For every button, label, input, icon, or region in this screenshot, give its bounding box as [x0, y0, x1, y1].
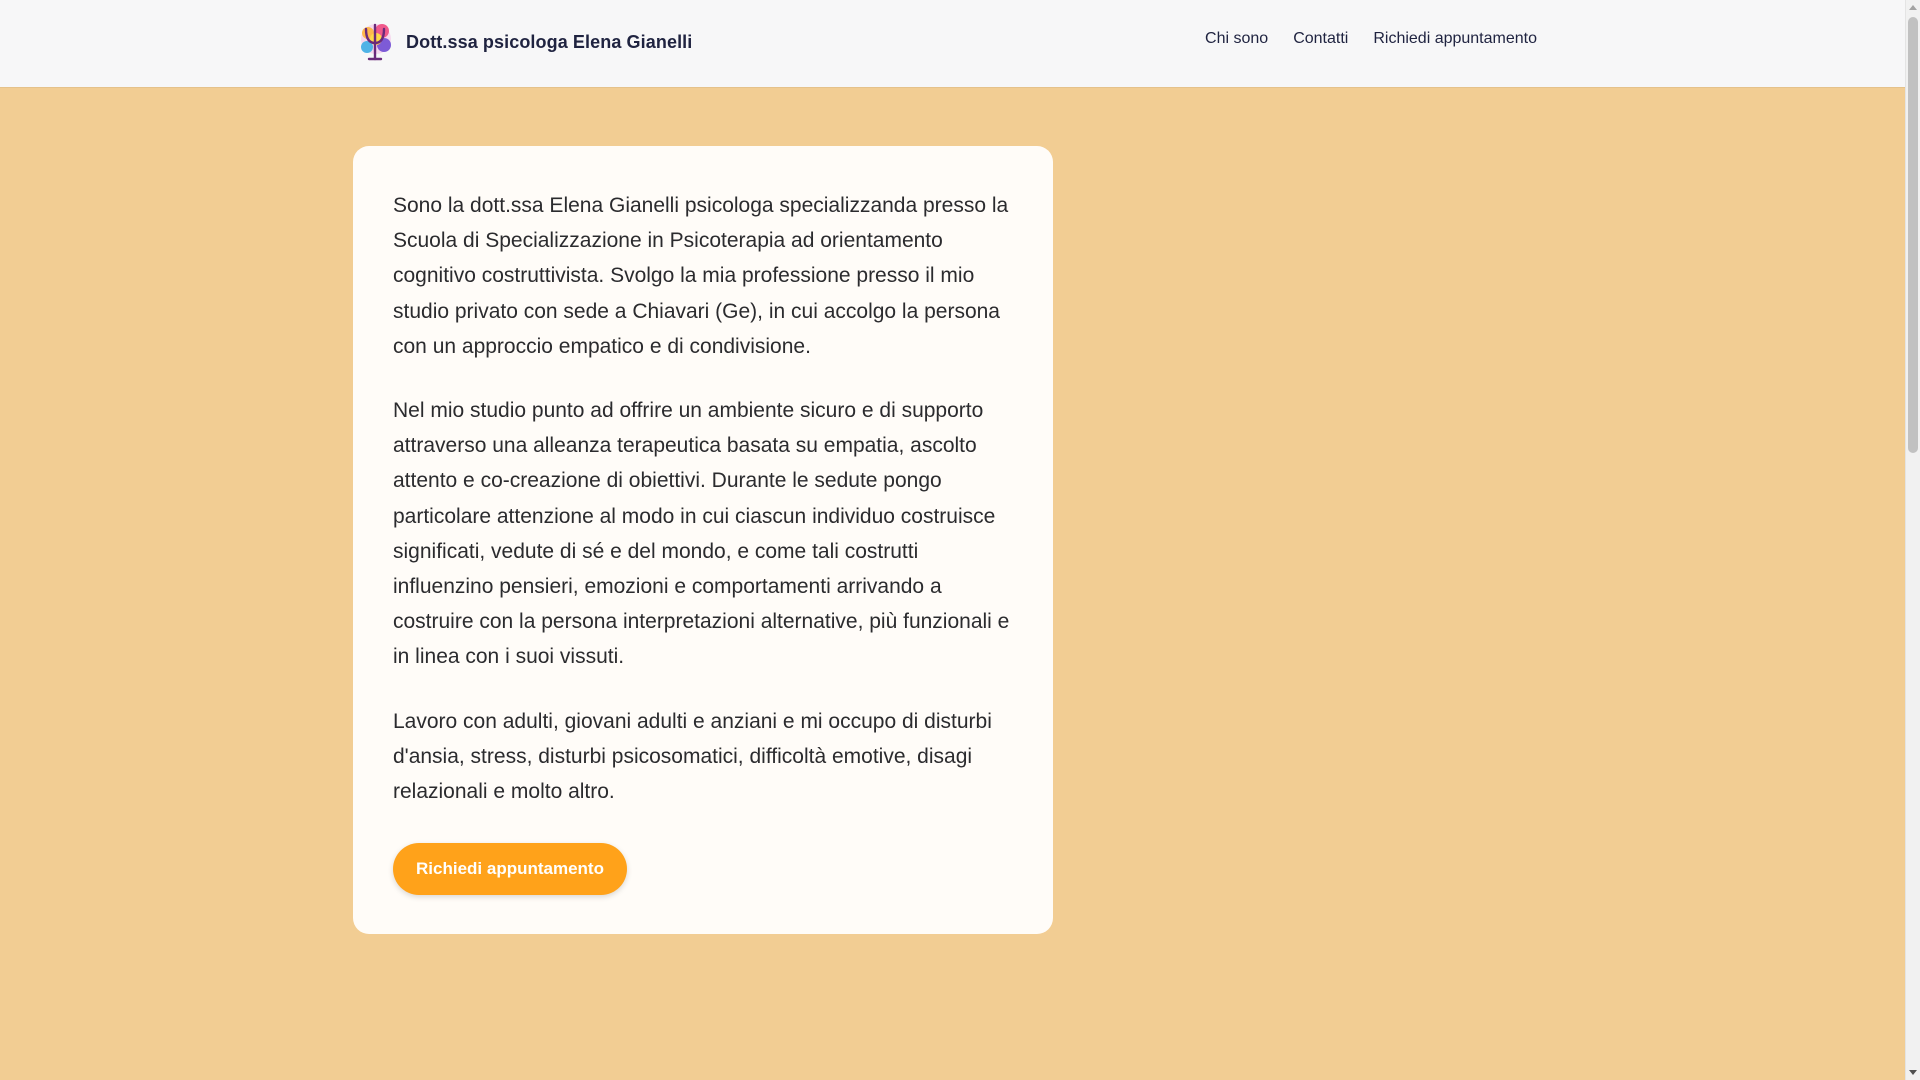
site-header [0, 0, 1905, 87]
request-appointment-button[interactable]: Richiedi appuntamento [393, 843, 627, 895]
intro-card [353, 146, 1053, 934]
intro-paragraph-1: Sono la dott.ssa Elena Gianelli psicologa specializzanda presso la Scuola di Specializzazione in Psicoterapia ad orientamento cognitivo costruttivista. Svolgo la mia professione presso il mio studio privato con sede a Chiavari (Ge), in cui accolgo la persona con un approccio empatico e di condivisione. [393, 194, 1009, 358]
psi-logo-icon [354, 19, 396, 65]
site-title: Dott.ssa psicologa Elena Gianelli [406, 31, 693, 52]
scroll-down-icon[interactable] [1909, 1070, 1917, 1075]
intro-paragraph-2: Nel mio studio punto ad offrire un ambiente sicuro e di supporto attraverso una alleanza terapeutica basata su empatia, ascolto attento e co-creazione di obiettivi. Durante le sedute pongo particolare attenzione al modo in cui ciascun individuo costruisce significati, vedute di sé e del mondo, e come tali costrutti influenzino pensieri, emozioni e comportamenti arrivando a costruire con la persona interpretazioni alternative, più funzionali e in linea con i suoi vissuti. [393, 399, 1010, 669]
intro-paragraph-3: Lavoro con adulti, giovani adulti e anziani e mi occupo di disturbi d'ansia, stress, disturbi psicosomatici, difficoltà emotive, disagi relazionali e molto altro. [393, 709, 992, 804]
scroll-up-icon[interactable] [1909, 5, 1917, 10]
scrollbar-thumb[interactable] [1908, 17, 1918, 453]
page-scrollbar[interactable] [1905, 0, 1920, 1080]
nav-contatti[interactable]: Contatti [1293, 30, 1349, 47]
nav-richiedi-appuntamento[interactable]: Richiedi appuntamento [1373, 30, 1537, 47]
nav-chi-sono[interactable]: Chi sono [1205, 30, 1269, 47]
main-nav [1205, 30, 1537, 48]
brand-link[interactable] [354, 18, 692, 66]
